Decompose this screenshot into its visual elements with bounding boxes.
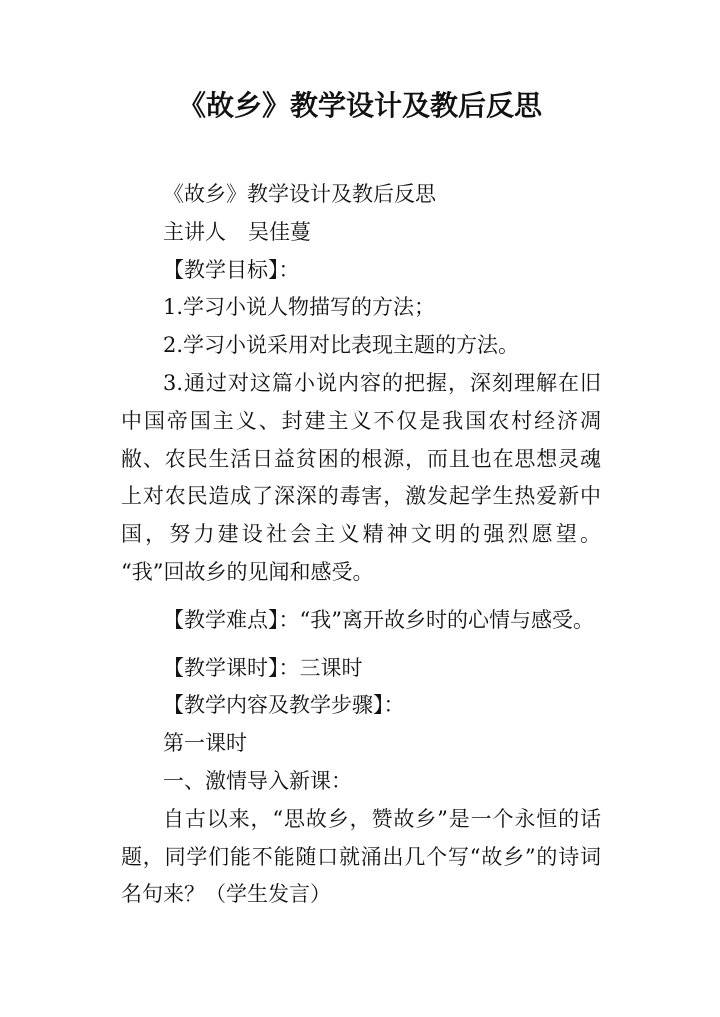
speaker-label: 主讲人 bbox=[163, 219, 226, 244]
goal-item-2: 2.学习小说采用对比表现主题的方法。 bbox=[163, 333, 520, 358]
goals-heading: 【教学目标】： bbox=[163, 257, 300, 282]
subtitle-line: 《故乡》教学设计及教后反思 bbox=[163, 182, 436, 206]
lesson-heading: 第一课时 bbox=[163, 731, 247, 756]
document-title: 《故乡》教学设计及教后反思 bbox=[177, 89, 542, 122]
document-body bbox=[121, 176, 601, 914]
speaker-line bbox=[121, 214, 601, 252]
steps-heading: 【教学内容及教学步骤】： bbox=[163, 693, 405, 718]
section-heading: 一、激情导入新课： bbox=[163, 768, 352, 793]
speaker-name: 吴佳蔓 bbox=[248, 219, 311, 244]
goal-item-3: 3.通过对这篇小说内容的把握，深刻理解在旧中国帝国主义、封建主义不仅是我国农村经济凋敝、农民生活日益贫困的根源，而且也在思想灵魂上对农民造成了深深的毒害，激发起学生热爱新中国，努力建设社会主义精神文明的强烈愿望。 “我”回故乡的见闻和感受。 bbox=[121, 370, 601, 584]
hours-line: 【教学课时】：三课时 bbox=[163, 655, 363, 680]
goal-item-1: 1.学习小说人物描写的方法； bbox=[163, 295, 436, 320]
difficulty-paragraph: 【教学难点】：“我”离开故乡时的心情与感受。 bbox=[163, 607, 594, 632]
intro-paragraph: 自古以来，“思故乡，赞故乡”是一个永恒的话题，同学们能不能随口就涌出几个写“故乡”的诗词名句来？（学生发言） bbox=[121, 806, 601, 907]
